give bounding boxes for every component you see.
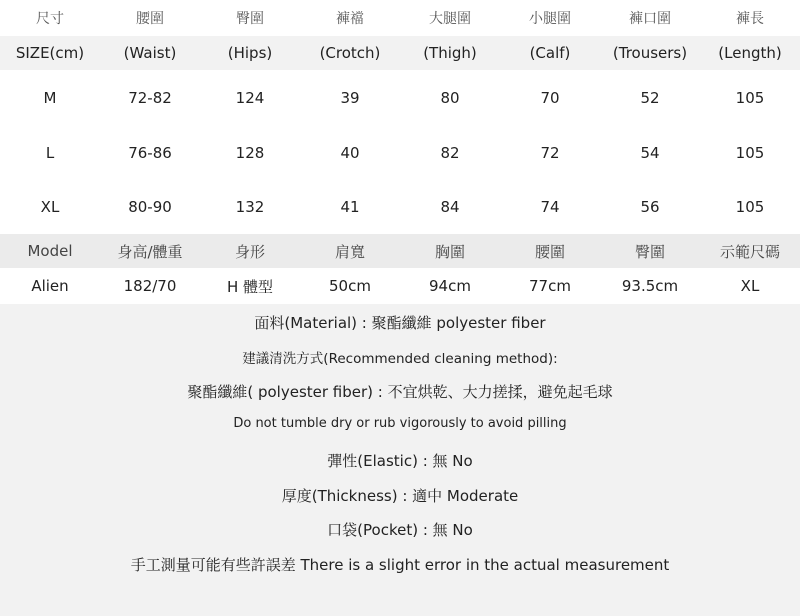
crotch-value: 40 — [340, 144, 360, 162]
table-row — [0, 70, 800, 126]
model-header-waist: 腰圍 — [534, 242, 565, 261]
thigh-value: 84 — [440, 198, 460, 216]
model-table-header — [0, 234, 800, 268]
model-height-weight: 182/70 — [123, 277, 177, 295]
header-zh-thigh: 大腿圍 — [429, 11, 471, 27]
model-waist: 77cm — [529, 277, 571, 295]
model-header-hips: 臀圍 — [634, 242, 665, 261]
header-zh-hips: 臀圍 — [236, 11, 264, 27]
hips-value: 132 — [235, 198, 265, 216]
header-en-hips: (Hips) — [227, 44, 273, 62]
waist-value: 76-86 — [128, 144, 172, 162]
cleaning-note-zh: 聚酯纖維( polyester fiber) : 不宜烘乾、大力搓揉，避免起毛球 — [187, 383, 613, 401]
model-header-size: 示範尺碼 — [719, 242, 780, 261]
pocket-note: 口袋(Pocket) : 無 No — [327, 521, 473, 539]
header-zh-size: 尺寸 — [36, 11, 64, 27]
length-value: 105 — [735, 198, 765, 216]
header-zh-waist: 腰圍 — [136, 11, 164, 27]
model-header-shoulder: 肩寬 — [334, 242, 365, 261]
material-note: 面料(Material) : 聚酯纖維 polyester fiber — [254, 314, 546, 332]
table-row — [0, 126, 800, 180]
size-label: XL — [40, 198, 60, 216]
length-value: 105 — [735, 89, 765, 107]
table-row — [0, 180, 800, 234]
header-zh-trousers: 褲口圍 — [629, 11, 671, 27]
header-zh-crotch: 褲襠 — [336, 11, 364, 27]
thickness-note: 厚度(Thickness) : 適中 Moderate — [281, 487, 519, 505]
size-table-header-en — [0, 36, 800, 70]
model-size: XL — [740, 277, 760, 295]
trousers-value: 52 — [640, 89, 660, 107]
length-value: 105 — [735, 144, 765, 162]
model-body-shape: H 體型 — [226, 277, 274, 296]
cleaning-title: 建議清洗方式(Recommended cleaning method): — [242, 351, 558, 367]
calf-value: 72 — [540, 144, 560, 162]
header-en-calf: (Calf) — [529, 44, 571, 62]
size-label: L — [45, 144, 55, 162]
measurement-error-note: 手工測量可能有些許誤差 There is a slight error in the actual measurement — [130, 556, 670, 574]
model-header-body-shape: 身形 — [234, 242, 265, 261]
calf-value: 74 — [540, 198, 560, 216]
product-notes — [0, 304, 800, 616]
model-name: Alien — [31, 277, 69, 295]
model-chest: 94cm — [429, 277, 471, 295]
header-en-length: (Length) — [718, 44, 782, 62]
model-header-chest: 胸圍 — [434, 242, 465, 261]
header-en-trousers: (Trousers) — [612, 44, 688, 62]
header-zh-calf: 小腿圍 — [529, 11, 571, 27]
waist-value: 80-90 — [128, 198, 172, 216]
model-hips: 93.5cm — [621, 277, 679, 295]
model-header-model: Model — [27, 242, 73, 260]
waist-value: 72-82 — [128, 89, 172, 107]
trousers-value: 56 — [640, 198, 660, 216]
header-en-thigh: (Thigh) — [423, 44, 477, 62]
model-row — [0, 268, 800, 304]
header-en-waist: (Waist) — [123, 44, 177, 62]
model-shoulder: 50cm — [329, 277, 371, 295]
thigh-value: 82 — [440, 144, 460, 162]
elastic-note: 彈性(Elastic) : 無 No — [327, 452, 473, 470]
size-label: M — [43, 89, 57, 107]
model-header-height-weight: 身高/體重 — [117, 242, 183, 261]
crotch-value: 39 — [340, 89, 360, 107]
size-table-header-zh — [0, 0, 800, 36]
crotch-value: 41 — [340, 198, 360, 216]
cleaning-note-en: Do not tumble dry or rub vigorously to avoid pilling — [233, 416, 567, 431]
hips-value: 124 — [235, 89, 265, 107]
header-en-crotch: (Crotch) — [319, 44, 381, 62]
trousers-value: 54 — [640, 144, 660, 162]
calf-value: 70 — [540, 89, 560, 107]
header-en-size: SIZE(cm) — [15, 44, 85, 62]
header-zh-length: 褲長 — [736, 11, 764, 27]
thigh-value: 80 — [440, 89, 460, 107]
hips-value: 128 — [235, 144, 265, 162]
